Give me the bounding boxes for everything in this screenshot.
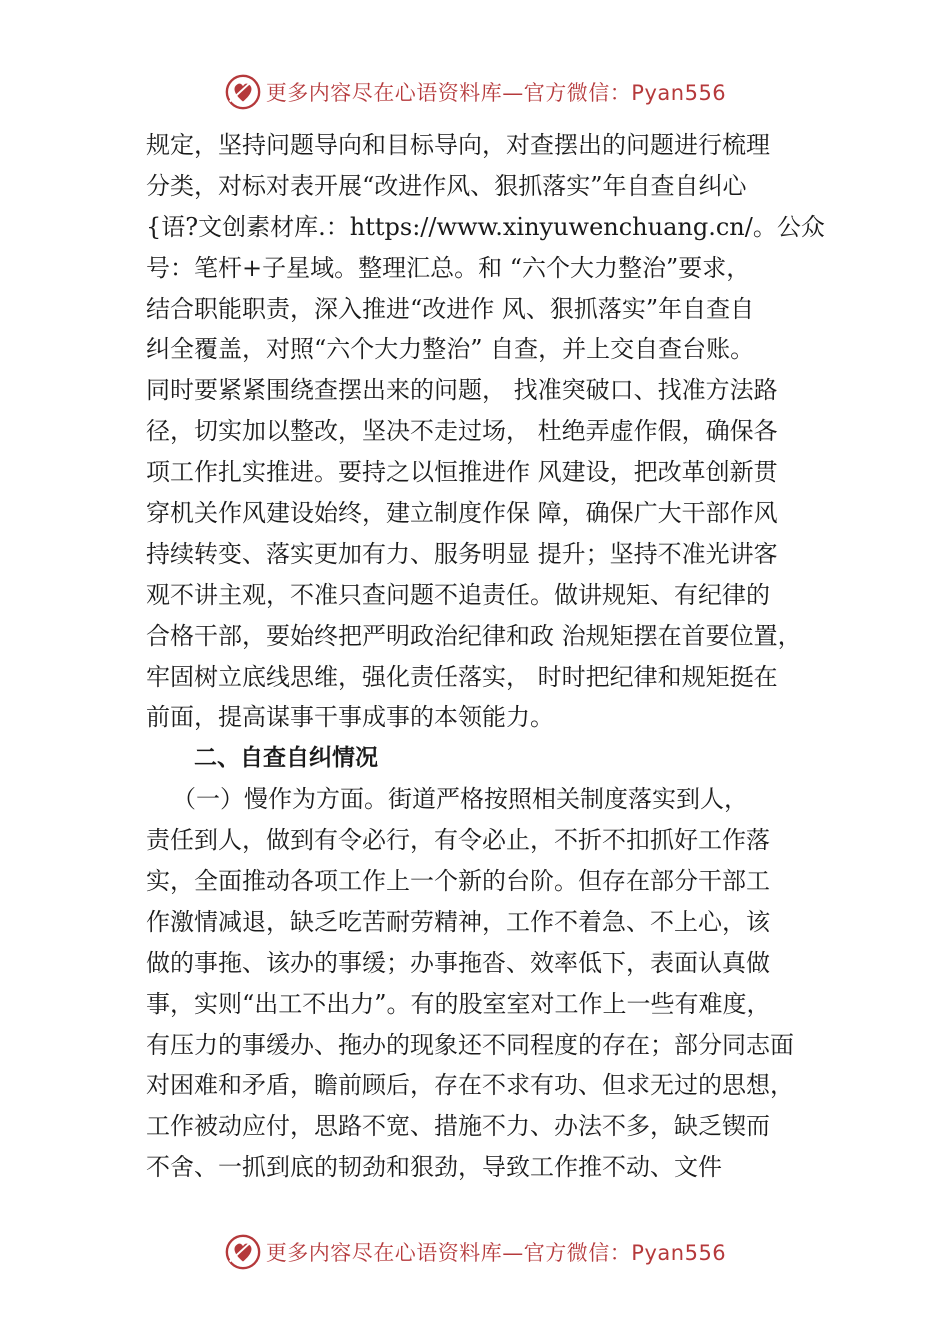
body-line: 项工作扎实推进。要持之以恒推进作 风建设，把改革创新贯 xyxy=(146,458,778,487)
body-line: 号：笔杆+子星域。整理汇总。和 “六个大力整治”要求， xyxy=(146,253,751,282)
body-line: 责任到人，做到有令必行，有令必止，不折不扣抓好工作落 xyxy=(146,826,770,855)
section-heading: 二、自查自纠情况 xyxy=(194,745,378,772)
body-line: 实，全面推动各项工作上一个新的台阶。但存在部分干部工 xyxy=(146,867,770,896)
body-line: （一）慢作为方面。街道严格按照相关制度落实到人， xyxy=(172,785,748,814)
document-body xyxy=(146,125,846,1188)
body-line: 观不讲主观，不准只查问题不追责任。做讲规矩、有纪律的 xyxy=(146,580,770,609)
body-line: 对困难和矛盾，瞻前顾后，存在不求有功、但求无过的思想， xyxy=(146,1071,794,1100)
footer-banner-text: 更多内容尽在心语资料库—官方微信：Pyan556 xyxy=(265,1241,727,1265)
body-line: 分类，对标对表开展“改进作风、狠抓落实”年自查自纠心 xyxy=(146,171,747,200)
body-line: 持续转变、落实更加有力、服务明显 提升；坚持不准光讲客 xyxy=(146,539,778,568)
body-line: 穿机关作风建设始终，建立制度作保 障，确保广大干部作风 xyxy=(146,499,778,528)
body-line: 同时要紧紧围绕查摆出来的问题， 找准突破口、找准方法路 xyxy=(146,376,778,405)
body-line: 结合职能职责，深入推进“改进作 风、狠抓落实”年自查自 xyxy=(146,294,755,323)
body-line: 不舍、一抓到底的韧劲和狠劲，导致工作推不动、文件 xyxy=(146,1153,722,1182)
body-line: 合格干部，要始终把严明政治纪律和政 治规矩摆在首要位置， xyxy=(146,621,802,650)
body-line: 工作被动应付，思路不宽、措施不力、办法不多，缺乏锲而 xyxy=(146,1112,770,1141)
body-line: 做的事拖、该办的事缓；办事拖沓、效率低下，表面认真做 xyxy=(146,948,770,977)
body-line: 牢固树立底线思维，强化责任落实， 时时把纪律和规矩挺在 xyxy=(146,662,778,691)
body-line: 规定，坚持问题导向和目标导向，对查摆出的问题进行梳理 xyxy=(146,131,770,159)
body-line: 前面，提高谋事干事成事的本领能力。 xyxy=(146,703,554,732)
heart-logo-icon xyxy=(224,73,262,111)
body-line: 径，切实加以整改，坚决不走过场， 杜绝弄虚作假，确保各 xyxy=(146,417,778,446)
footer-banner xyxy=(0,1232,950,1272)
heart-logo-icon xyxy=(224,1233,262,1271)
body-line: {语?文创素材库.：https://www.xinyuwenchuang.cn/。公众 xyxy=(146,212,825,241)
header-banner-text: 更多内容尽在心语资料库—官方微信：Pyan556 xyxy=(265,81,727,105)
body-line: 事，实则“出工不出力”。有的股室室对工作上一些有难度， xyxy=(146,989,771,1018)
body-line: 纠全覆盖，对照“六个大力整治” 自查，并上交自查台账。 xyxy=(146,335,755,364)
body-line: 有压力的事缓办、拖办的现象还不同程度的存在；部分同志面 xyxy=(146,1030,794,1059)
header-banner xyxy=(0,72,950,112)
body-line: 作激情减退，缺乏吃苦耐劳精神，工作不着急、不上心，该 xyxy=(146,907,770,936)
